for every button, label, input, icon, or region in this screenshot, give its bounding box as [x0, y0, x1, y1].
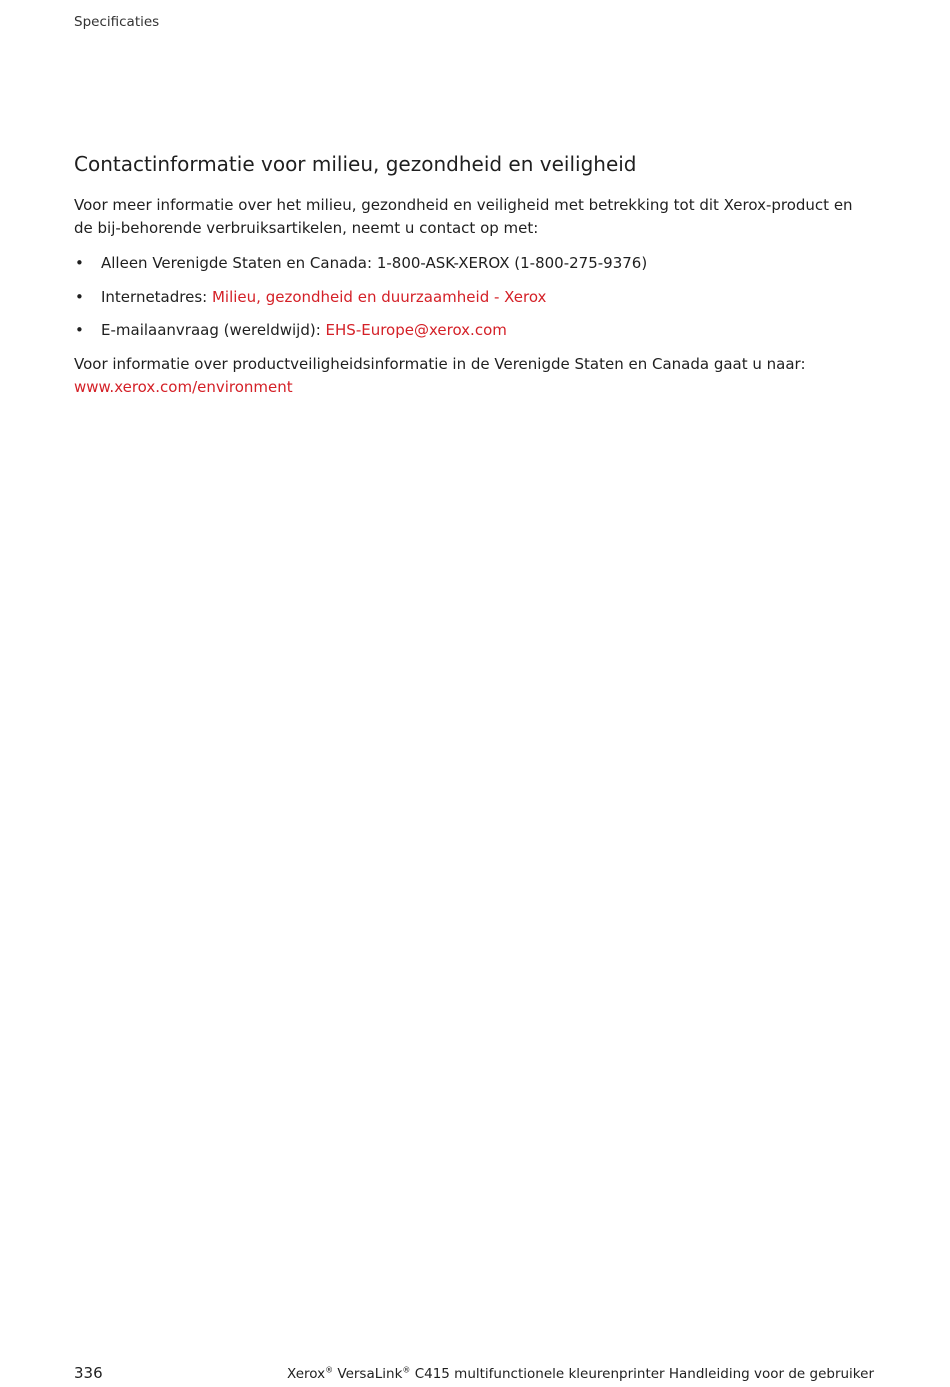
running-header: Specificaties [74, 14, 160, 30]
main-content [74, 150, 874, 411]
section-heading: Contactinformatie voor milieu, gezondheid en veiligheid [74, 152, 637, 176]
outro-paragraph [74, 353, 874, 399]
bullet-icon: • [75, 287, 84, 306]
list-item-email [74, 319, 874, 342]
web-label: Internetadres: [101, 287, 212, 306]
email-link[interactable]: EHS-Europe@xerox.com [325, 321, 507, 339]
bullet-icon: • [75, 254, 84, 272]
intro-paragraph: Voor meer informatie over het milieu, gezondheid en veiligheid met betrekking tot dit Xerox-product en de bij-behorende verbruiksartikelen, neemt u contact op met: [74, 196, 853, 237]
email-label: E-mailaanvraag (wereldwijd): [101, 321, 326, 339]
footer-product: VersaLink [337, 1366, 403, 1382]
phone-text: Alleen Verenigde Staten en Canada: 1-800-ASK-XEROX (1-800-275-9376) [101, 254, 648, 272]
page-number: 336 [74, 1364, 103, 1382]
registered-mark: ® [325, 1365, 334, 1375]
registered-mark: ® [402, 1365, 411, 1375]
outro-text: Voor informatie over productveiligheidsinformatie in de Verenigde Staten en Canada gaat u naar: [74, 354, 806, 373]
bullet-icon: • [75, 321, 84, 339]
web-link[interactable]: Milieu, gezondheid en duurzaamheid - Xerox [211, 287, 547, 306]
environment-link[interactable]: www.xerox.com/environment [74, 377, 293, 396]
contact-list [74, 252, 874, 342]
list-item-phone [74, 252, 874, 275]
list-item-web [74, 286, 874, 309]
footer-title [287, 1366, 874, 1382]
footer-brand: Xerox [287, 1366, 326, 1382]
footer-title-rest: C415 multifunctionele kleurenprinter Handleiding voor de gebruiker [414, 1366, 874, 1382]
